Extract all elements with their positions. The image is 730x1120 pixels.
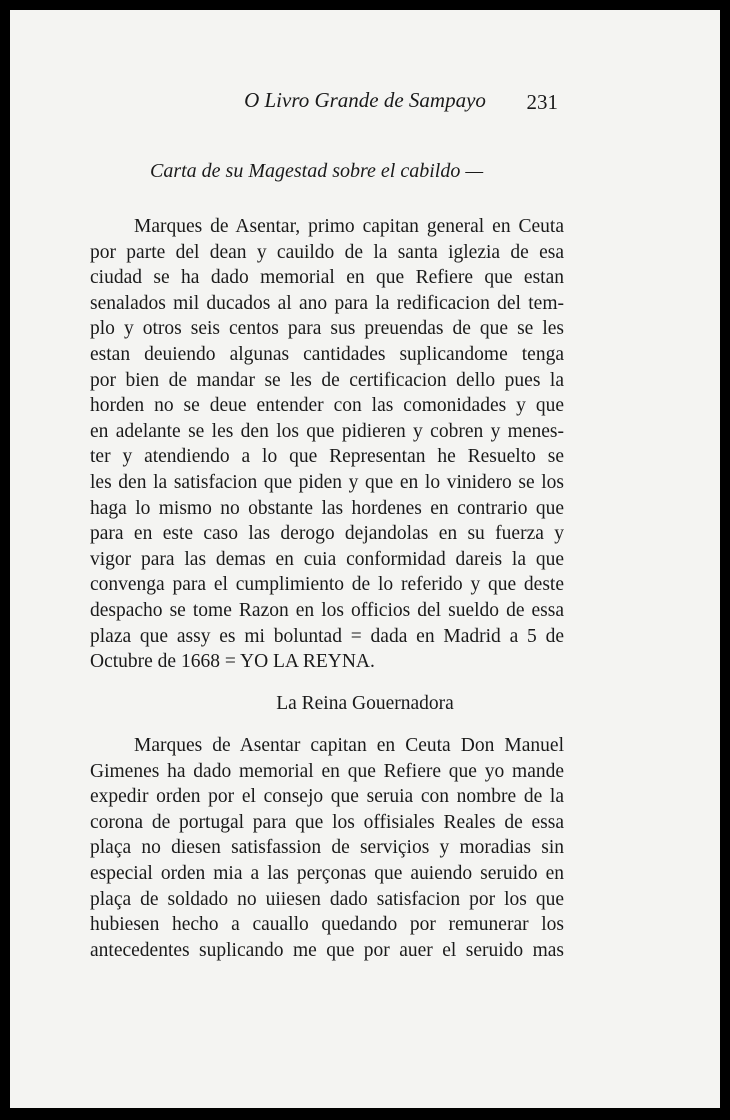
running-title: O Livro Grande de Sampayo: [244, 88, 486, 112]
letter-subheading: Carta de su Magestad sobre el cabildo —: [150, 160, 484, 182]
text-line: ciudad se ha dado memorial en que Refiere que estan: [90, 267, 564, 289]
text-line: les den la satisfacion que piden y que en lo vinidero se los: [90, 471, 564, 493]
text-line: por parte del dean y cauildo de la santa iglezia de esa: [90, 241, 564, 263]
text-line: hubiesen hecho a cauallo quedando por remunerar los: [90, 914, 564, 936]
text-line: ter y atendiendo a lo que Representan he Resuelto se: [90, 446, 564, 468]
text-line: por bien de mandar se les de certificacion dello pues la: [90, 369, 564, 391]
text-line: especial orden mia a las perçonas que auiendo seruido en: [90, 862, 564, 884]
text-line: Marques de Asentar, primo capitan general en Ceuta: [134, 216, 564, 237]
text-line: haga lo mismo no obstante las hordenes en contrario que: [90, 497, 564, 519]
paragraph-1: [90, 214, 564, 675]
section-heading: La Reina Gouernadora: [276, 693, 454, 714]
text-line: antecedentes suplicando me que por auer el seruido mas: [90, 939, 564, 961]
paragraph-2: [90, 733, 564, 963]
text-line: plaça de soldado no uiiesen dado satisfacion por los que: [90, 888, 564, 910]
text-line: estan deuiendo algunas cantidades suplicandome tenga: [90, 343, 564, 365]
text-line: plo y otros seis centos para sus preuendas de que se les: [90, 318, 564, 340]
text-line: vigor para las demas en cuia conformidad dareis la que: [90, 548, 564, 570]
text-line: horden no se deue entender con las comonidades y que: [90, 395, 564, 417]
page-number: 231: [526, 90, 558, 114]
text-line: convenga para el cumplimiento de lo referido y que deste: [90, 574, 564, 596]
text-line: en adelante se les den los que pidieren y cobren y menes-: [90, 420, 564, 442]
text-line: plaza que assy es mi boluntad = dada en Madrid a 5 de: [90, 625, 564, 647]
text-line: expedir orden por el consejo que seruia con nombre de la: [90, 786, 564, 808]
text-line: despacho se tome Razon en los officios del sueldo de essa: [90, 599, 564, 621]
text-line: Marques de Asentar capitan en Ceuta Don Manuel: [134, 735, 564, 756]
text-line: corona de portugal para que los offisiales Reales de essa: [90, 811, 564, 833]
text-line: senalados mil ducados al ano para la redificacion del tem-: [90, 292, 564, 314]
text-line: para en este caso las derogo dejandolas en su fuerza y: [90, 523, 564, 545]
text-line: Gimenes ha dado memorial en que Refiere que yo mande: [90, 760, 564, 782]
text-line: Octubre de 1668 = YO LA REYNA.: [90, 651, 375, 673]
text-line: plaça no diesen satisfassion de serviçios y moradias sin: [90, 837, 564, 859]
document-page: [10, 10, 720, 1108]
